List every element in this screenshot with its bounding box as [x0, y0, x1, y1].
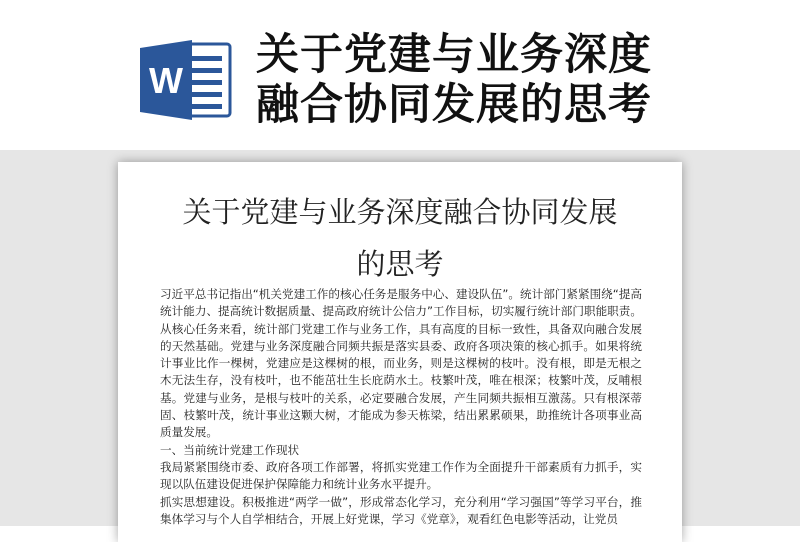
- body-paragraph-intro: 习近平总书记指出“机关党建工作的核心任务是服务中心、建设队伍”。统计部门紧紧围绕“提高统计能力、提高统计数据质量、提高政府统计公信力”工作目标，切实履行统计部门职能职责。从核心任务来看，统计部门党建工作与业务工作，具有高度的目标一致性，具备双向融合发展的天然基础。党建与业务深度融合同频共振是落实县委、政府各项决策的核心抓手。如果将统计事业比作一棵树，党建应是这棵树的根，而业务，则是这棵树的枝叶。没有根，即是无根之木无法生存，没有枝叶，也不能茁壮生长庇荫水土。枝繁叶茂，唯在根深；枝繁叶茂，反哺根基。党建与业务，是根与枝叶的关系，必定要融合发展，产生同频共振相互激荡。只有根深蒂固、枝繁叶茂，统计事业这颗大树，才能成为参天栋梁，结出累累硕果，助推统计各项事业高质量发展。: [160, 287, 642, 440]
- document-title-line-1: 关于党建与业务深度融合协同发展: [182, 195, 618, 229]
- word-icon: [140, 38, 234, 122]
- banner-title-line-2: 融合协同发展的思考: [256, 80, 652, 130]
- body-paragraph-status: 我局紧紧围绕市委、政府各项工作部署，将抓实党建工作作为全面提升干部素质有力抓手，实现以队伍建设促进保护保障能力和统计业务水平提升。: [160, 459, 642, 492]
- body-paragraph-ideology: 抓实思想建设。积极推进“两学一做”，形成常态化学习，充分利用“学习强国”等学习平台，推集体学习与个人自学相结合，开展上好党课，学习《党章》，观看红色电影等活动，让党员: [160, 494, 642, 526]
- document-title: [118, 186, 682, 290]
- document-body: [160, 286, 642, 528]
- document-title-line-2: 的思考: [356, 247, 444, 281]
- banner-title: [256, 30, 776, 130]
- document-page: [118, 162, 682, 542]
- svg-text:W: W: [149, 60, 183, 101]
- header-banner: [0, 0, 800, 150]
- section-heading: 一、当前统计党建工作现状: [160, 442, 300, 457]
- banner-title-line-1: 关于党建与业务深度: [256, 30, 652, 80]
